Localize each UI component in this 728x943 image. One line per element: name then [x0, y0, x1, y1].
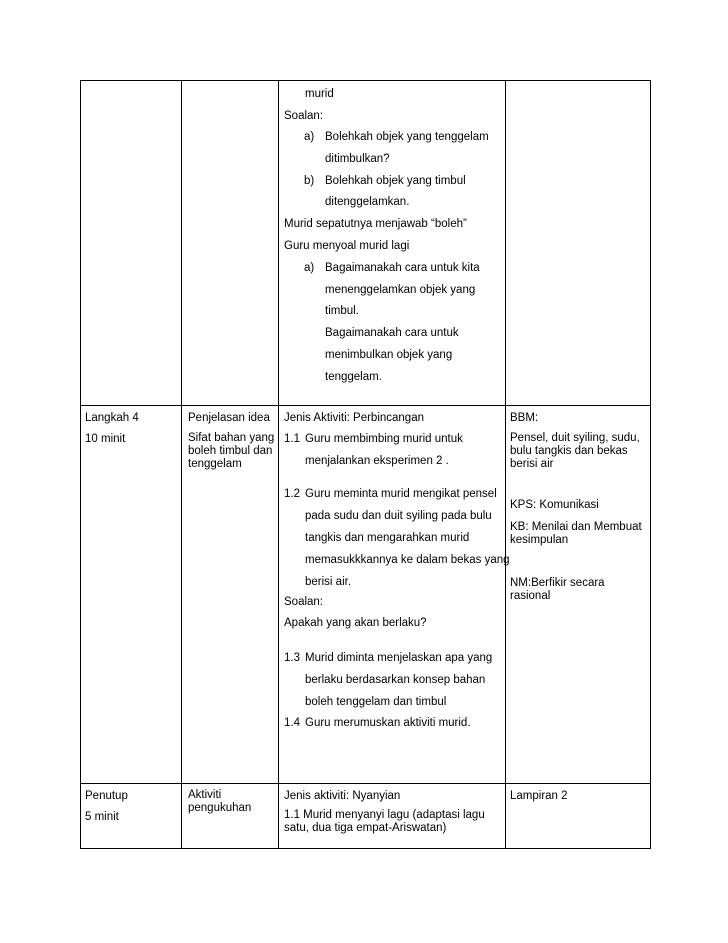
step-number: 1.4	[284, 717, 300, 729]
cell-activity-continuation	[279, 81, 506, 406]
cell-step	[81, 406, 182, 784]
bbm-label: BBM:	[510, 412, 539, 424]
step-time: 10 minit	[85, 433, 126, 445]
list-marker: a)	[304, 262, 315, 274]
step-text: Guru merumuskan aktiviti murid.	[305, 717, 471, 729]
nm-text: NM:Berfikir secara rasional	[510, 577, 605, 602]
step-text: menjalankan eksperimen 2 .	[305, 455, 449, 467]
step-label: Penutup	[85, 790, 128, 802]
activity-type: Jenis Aktiviti: Perbincangan	[284, 412, 424, 424]
step-text: memasukkkannya ke dalam bekas yang	[305, 554, 510, 566]
cell-content-empty	[182, 81, 279, 406]
teacher-question-intro: Guru menyoal murid lagi	[284, 240, 410, 252]
content-title: Aktiviti pengukuhan	[188, 789, 252, 814]
bbm-items: Pensel, duit syiling, sudu, bulu tangkis dan bekas berisi air	[510, 432, 640, 470]
question-text: Bolehkah objek yang timbul	[325, 175, 466, 187]
cell-step-empty	[81, 81, 182, 406]
cell-step	[81, 784, 182, 849]
list-marker: b)	[304, 175, 315, 187]
step-label: Langkah 4	[85, 412, 139, 424]
continuation-text: murid	[305, 88, 334, 100]
step-number: 1.3	[284, 652, 300, 664]
question-text: tenggelam.	[325, 371, 382, 383]
list-marker: a)	[304, 131, 315, 143]
kb-text: KB: Menilai dan Membuat kesimpulan	[510, 521, 642, 546]
step-text: tangkis dan mengarahkan murid	[305, 532, 470, 544]
step-number: 1.2	[284, 488, 300, 500]
table-row-continuation	[81, 81, 651, 406]
cell-resources-empty	[506, 81, 651, 406]
cell-resources	[506, 406, 651, 784]
soalan-label: Soalan:	[284, 110, 324, 122]
question-text: menenggelamkan objek yang	[325, 284, 476, 296]
cell-resources	[506, 784, 651, 849]
cell-content	[182, 406, 279, 784]
cell-activity	[279, 406, 510, 784]
question-text: Bagaimanakah cara untuk	[325, 327, 459, 339]
content-description: Sifat bahan yang boleh timbul dan tenggelam	[188, 432, 275, 470]
table-row-langkah4	[81, 406, 651, 784]
lesson-plan-table	[80, 80, 651, 849]
content-title: Penjelasan idea	[188, 412, 270, 424]
step-text: berlaku berdasarkan konsep bahan	[305, 674, 486, 686]
question-text: Apakah yang akan berlaku?	[284, 617, 427, 629]
cell-content	[182, 784, 279, 849]
activity-type: Jenis aktiviti: Nyanyian	[284, 790, 401, 802]
expected-answer: Murid sepatutnya menjawab “boleh”	[284, 218, 467, 230]
question-text: Bagaimanakah cara untuk kita	[325, 262, 480, 274]
step-text: Guru membimbing murid untuk	[305, 433, 463, 445]
step-text: Murid diminta menjelaskan apa yang	[305, 652, 493, 664]
step-text: Guru meminta murid mengikat pensel	[305, 488, 497, 500]
question-text: ditimbulkan?	[325, 153, 390, 165]
activity-detail: 1.1 Murid menyanyi lagu (adaptasi lagu satu, dua tiga empat-Ariswatan)	[284, 809, 485, 834]
step-number: 1.1	[284, 433, 300, 445]
cell-activity	[279, 784, 506, 849]
table-row-penutup	[81, 784, 651, 849]
step-text: boleh tenggelam dan timbul	[305, 696, 447, 708]
question-text: Bolehkah objek yang tenggelam	[325, 131, 489, 143]
step-time: 5 minit	[85, 811, 119, 823]
soalan-label: Soalan:	[284, 596, 324, 608]
kps-text: KPS: Komunikasi	[510, 499, 599, 511]
resource-text: Lampiran 2	[510, 790, 568, 802]
question-text: ditenggelamkan.	[325, 196, 410, 208]
question-text: menimbulkan objek yang	[325, 349, 453, 361]
step-text: berisi air.	[305, 576, 352, 588]
question-text: timbul.	[325, 305, 359, 317]
step-text: pada sudu dan duit syiling pada bulu	[305, 510, 492, 522]
